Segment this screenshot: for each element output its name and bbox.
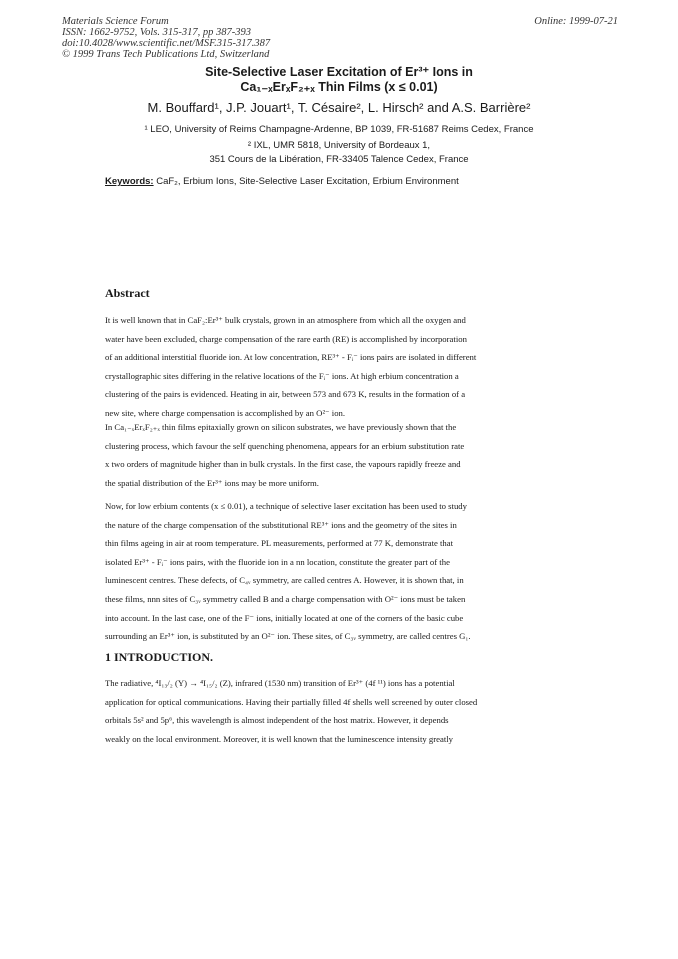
- affiliation-1: ¹ LEO, University of Reims Champagne-Ardenne, BP 1039, FR-51687 Reims Cedex, France: [144, 124, 534, 135]
- text-line: of an additional interstitial fluoride ion. At low concentration, RE³⁺ - Fᵢ⁻ ions pairs are isolated in different: [105, 352, 477, 363]
- abstract-paragraph-3: [105, 497, 575, 646]
- issn-line: ISSN: 1662-9752, Vols. 315-317, pp 387-393: [62, 27, 251, 38]
- text-line: new site, where charge compensation is accomplished by an O²⁻ ion.: [105, 407, 346, 418]
- abstract-paragraph-1: [105, 311, 575, 423]
- keywords-text: CaF₂, Erbium Ions, Site-Selective Laser Excitation, Erbium Environment: [153, 176, 459, 187]
- text-line: isolated Er³⁺ - Fᵢ⁻ ions pairs, with the fluoride ion in a nn location, constitute the greater part of the: [105, 556, 450, 567]
- text-line: orbitals 5s² and 5p⁶, this wavelength is almost independent of the host matrix. However, it depends: [105, 715, 449, 726]
- affiliation-2: ² IXL, UMR 5818, University of Bordeaux 1,: [247, 140, 431, 151]
- abstract-heading: Abstract: [105, 286, 150, 300]
- text-line: clustering of the pairs is evidenced. Heating in air, between 573 and 673 K, results in the formation of a: [105, 389, 466, 400]
- keywords: [105, 176, 459, 187]
- affiliation-2-address: 351 Cours de la Libération, FR-33405 Talence Cedex, France: [209, 154, 469, 165]
- text-line: surrounding an Er³⁺ ion, is substituted by an O²⁻ ion. These sites, of C₃ᵥ symmetry, are called centres G₁.: [105, 631, 471, 642]
- introduction-paragraph-1: [105, 674, 575, 748]
- author-list: M. Bouffard¹, J.P. Jouart¹, T. Césaire², L. Hirsch² and A.S. Barrière²: [147, 100, 531, 115]
- text-line: these films, nnn sites of C₃ᵥ symmetry called B and a charge compensation with O²⁻ ions must be taken: [105, 593, 466, 604]
- paper-title: [0, 65, 678, 95]
- text-line: crystallographic sites differing in the relative locations of the Fᵢ⁻ ions. At high erbium concentration a: [105, 370, 459, 381]
- text-line: the spatial distribution of the Er³⁺ ions may be more uniform.: [105, 477, 319, 488]
- title-line-2: Ca₁₋ₓErₓF₂₊ₓ Thin Films (x ≤ 0.01): [240, 80, 438, 94]
- doi-link[interactable]: doi:10.4028/www.scientific.net/MSF.315-317.387: [62, 38, 271, 49]
- abstract-paragraph-2: [105, 418, 575, 492]
- text-line: In Ca₁₋ₓErₓF₂₊ₓ thin films epitaxially grown on silicon substrates, we have previously shown that the: [105, 422, 457, 432]
- copyright-line: © 1999 Trans Tech Publications Ltd, Switzerland: [62, 49, 270, 60]
- keywords-label: Keywords:: [105, 176, 154, 187]
- text-line: The radiative, ⁴I₁₃/₂ (Y) → ⁴I₁₅/₂ (Z), infrared (1530 nm) transition of Er³⁺ (4f ¹¹) ions has a potential: [105, 678, 455, 688]
- text-line: thin films ageing in air at room temperature. PL measurements, performed at 77 K, demonstrate that: [105, 538, 454, 549]
- text-line: x two orders of magnitude higher than in bulk crystals. In the first case, the vapours rapidly freeze and: [105, 459, 461, 470]
- journal-name: Materials Science Forum: [62, 16, 169, 27]
- text-line: weakly on the local environment. Moreover, it is well known that the luminescence intensity greatly: [105, 733, 454, 744]
- text-line: It is well known that in CaF₂:Er³⁺ bulk crystals, grown in an atmosphere from which all the oxygen and: [105, 315, 466, 325]
- text-line: clustering process, which favour the self quenching phenomena, appears for an erbium substitution rate: [105, 440, 465, 451]
- text-line: Now, for low erbium contents (x ≤ 0.01), a technique of selective laser excitation has been used to study: [105, 501, 467, 511]
- text-line: into account. In the last case, one of the F⁻ ions, initially located at one of the corners of the basic cube: [105, 612, 464, 623]
- text-line: water have been excluded, charge compensation of the rare earth (RE) is accomplished by incorporation: [105, 333, 467, 344]
- online-date: Online: 1999-07-21: [534, 16, 618, 27]
- text-line: luminescent centres. These defects, of C₄ᵥ symmetry, are called centres A. However, it is shown that, in: [105, 575, 464, 586]
- text-line: application for optical communications. Having their partially filled 4f shells well screened by outer closed: [105, 696, 478, 707]
- journal-header: [62, 16, 270, 60]
- text-line: the nature of the charge compensation of the substitutional RE³⁺ ions and the geometry of the sites in: [105, 519, 457, 530]
- introduction-heading: 1 INTRODUCTION.: [105, 650, 214, 664]
- title-line-1: Site-Selective Laser Excitation of Er³⁺ Ions in: [205, 65, 473, 79]
